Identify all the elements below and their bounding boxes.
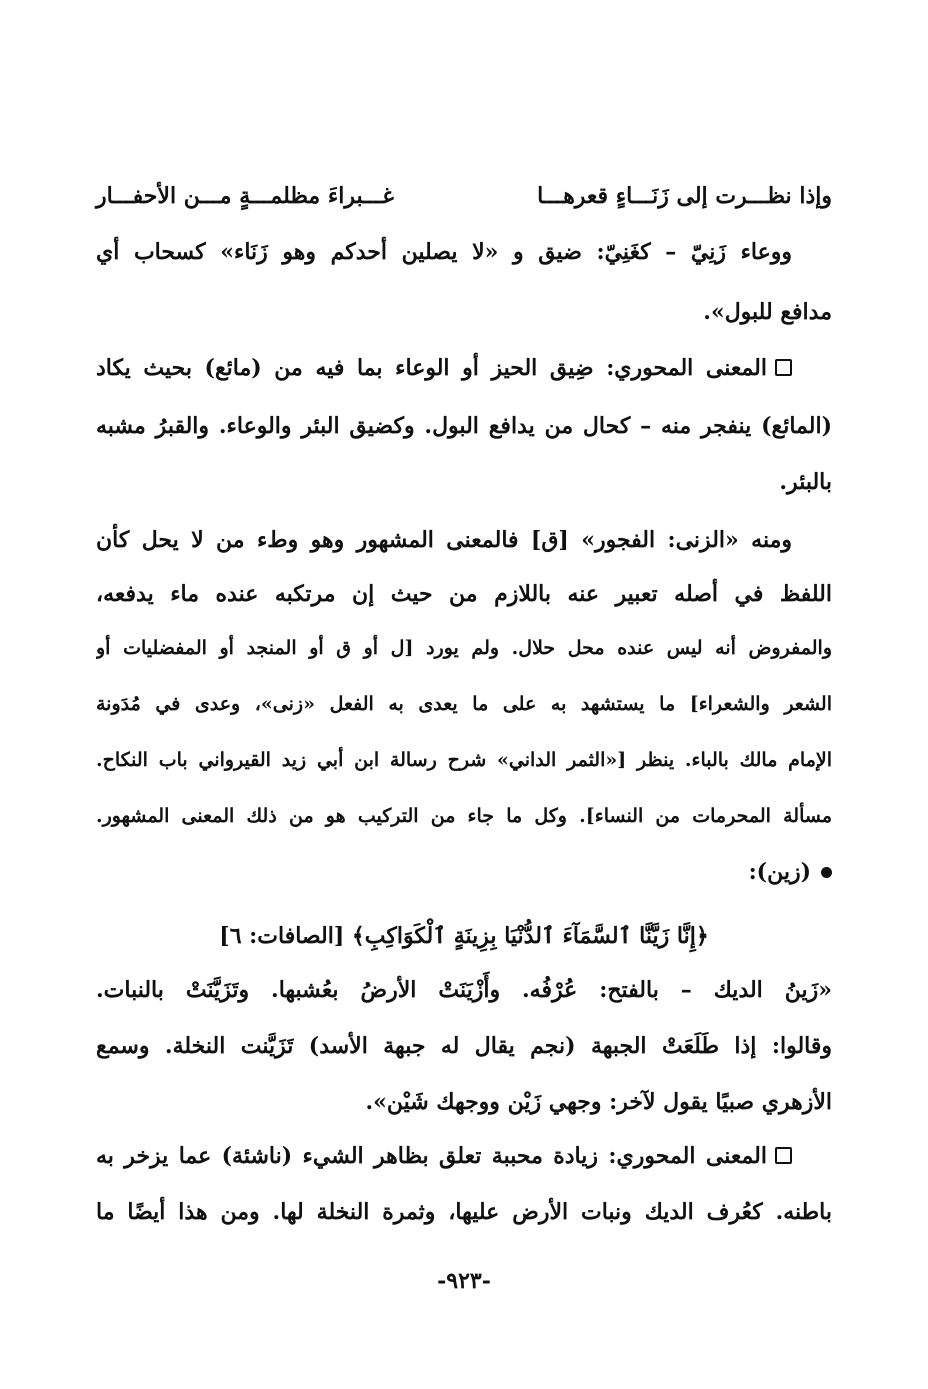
verse-second-half: غـــبراءَ مظلمـــةٍ مـــن الأحفـــار bbox=[96, 183, 394, 209]
verse-first-half: وإذا نظـــرت إلى زَنَـــاءٍ قعرهـــا bbox=[537, 183, 832, 209]
text-line: باطنه. كعُرف الديك ونبات الأرض عليها، وثمرة النخلة لها. ومن هذا أيضًا ما bbox=[96, 1199, 832, 1225]
text-line: مسألة المحرمات من النساء]. وكل ما جاء من التركيب هو من ذلك المعنى المشهور. bbox=[96, 805, 832, 827]
text-line: وقالوا: إذا طَلَعَتْ الجبهة (نجم يقال له جبهة الأسد) تَزَيَّنت النخلة. وسمع bbox=[96, 1033, 832, 1059]
meaning-label: المعنى المحوري: bbox=[606, 355, 767, 381]
text-line: ووعاء زَنِيّ – كغَنِيّ: ضيق و «لا يصلين أحدكم وهو زَنَاء» كسحاب أي bbox=[96, 239, 792, 265]
meaning-label: المعنى المحوري: bbox=[608, 1143, 767, 1169]
text-line: الأزهري صبيًا يقول لآخر: وجهي زَيْن ووجهك شَيْن». bbox=[365, 1089, 832, 1115]
text-line: والمفروض أنه ليس عنده محل حلال. ولم يورد [ل أو ق أو المنجد أو المفضليات أو bbox=[96, 637, 832, 659]
meaning-line bbox=[96, 1136, 832, 1176]
text-line: الشعر والشعراء] ما يستشهد به على ما يعدى به الفعل «زنى»، وعدى في مُدَونة bbox=[96, 693, 832, 715]
square-outline-icon bbox=[775, 359, 792, 376]
bullet-dot-icon bbox=[821, 867, 832, 878]
quran-verse: ﴿إِنَّا زَيَّنَّا ٱلسَّمَآءَ ٱلدُّنْيَا بِزِينَةٍ ٱلْكَوَاكِبِ﴾ [الصافات: ٦] bbox=[219, 923, 709, 949]
section-heading bbox=[96, 852, 832, 892]
text-line: ومنه «الزنى: الفجور» [ق] فالمعنى المشهور وهو وطء من لا يحل كأن bbox=[96, 527, 792, 553]
text-line: «زَينُ الديك – بالفتح: عُرْفُه. وأَزْيَنَتْ الأرضُ بعُشبها. وتَزَيَّنَتْ بالنبات. bbox=[96, 977, 832, 1003]
square-outline-icon bbox=[775, 1147, 792, 1164]
text-line: مدافع للبول». bbox=[703, 299, 832, 325]
text-line: بالبئر. bbox=[779, 469, 832, 495]
page-number: -٩٢٣- bbox=[437, 1268, 491, 1294]
meaning-text: زيادة محببة تعلق بظاهر الشيء (ناشئة) عما يزخر به bbox=[96, 1143, 599, 1169]
heading-text: (زين): bbox=[748, 859, 811, 885]
text-line: الإمام مالك بالباء. ينظر [«الثمر الداني» شرح رسالة ابن أبي زيد القيرواني باب النكاح. bbox=[96, 749, 832, 771]
text-line: (المائع) ينفجر منه – كحال من يدافع البول. وكضيق البئر والوعاء. والقبرُ مشبه bbox=[96, 413, 832, 439]
meaning-line bbox=[96, 348, 832, 388]
poetry-verse bbox=[96, 176, 832, 216]
text-line: اللفظ في أصله تعبير عنه باللازم من حيث إن مرتكبه عنده ماء يدفعه، bbox=[96, 581, 832, 607]
meaning-text: ضِيق الحيز أو الوعاء بما فيه من (مائع) بحيث يكاد bbox=[96, 355, 594, 381]
